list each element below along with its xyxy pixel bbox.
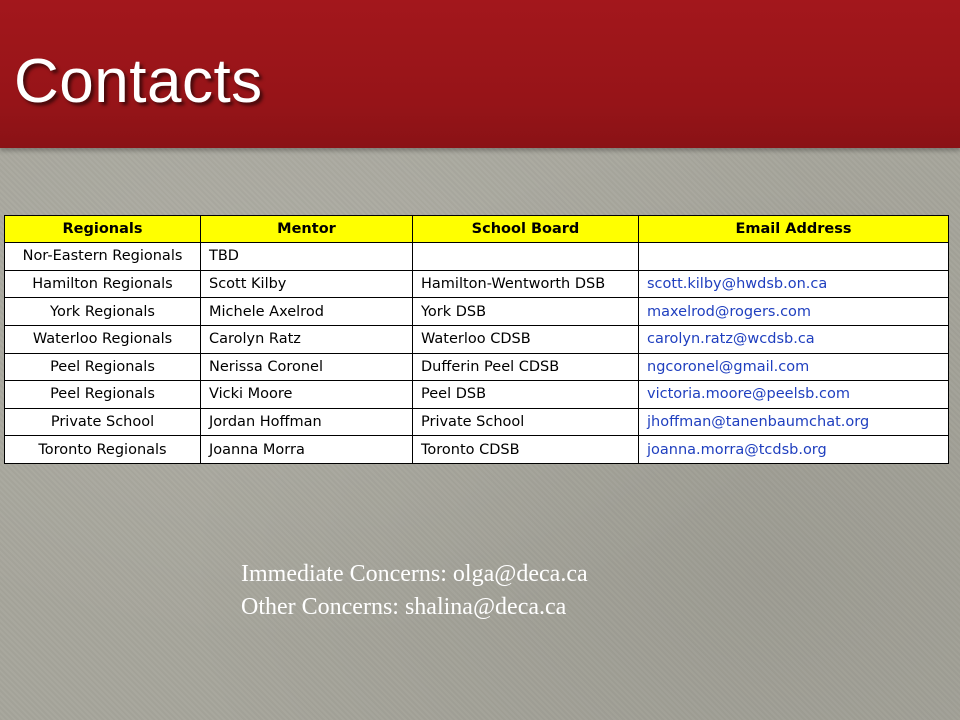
table-row — [5, 298, 949, 326]
table-row — [5, 270, 949, 298]
email-link[interactable]: maxelrod@rogers.com — [639, 298, 949, 326]
table-header-row — [5, 216, 949, 243]
cell-regional: Waterloo Regionals — [5, 325, 201, 353]
cell-school-board: Dufferin Peel CDSB — [413, 353, 639, 381]
page-title: Contacts — [14, 47, 263, 116]
cell-regional: Private School — [5, 408, 201, 436]
cell-school-board: Peel DSB — [413, 381, 639, 409]
cell-mentor: Carolyn Ratz — [201, 325, 413, 353]
cell-school-board: Waterloo CDSB — [413, 325, 639, 353]
contacts-table — [4, 215, 949, 464]
cell-school-board: Toronto CDSB — [413, 436, 639, 464]
other-concerns: Other Concerns: shalina@deca.ca — [241, 594, 567, 620]
cell-school-board: Private School — [413, 408, 639, 436]
table-row — [5, 436, 949, 464]
cell-mentor: Vicki Moore — [201, 381, 413, 409]
table-row — [5, 243, 949, 271]
cell-regional: Toronto Regionals — [5, 436, 201, 464]
cell-regional: York Regionals — [5, 298, 201, 326]
email-link[interactable]: victoria.moore@peelsb.com — [639, 381, 949, 409]
concerns-block — [241, 558, 588, 624]
email-link[interactable]: joanna.morra@tcdsb.org — [639, 436, 949, 464]
table-row — [5, 353, 949, 381]
immediate-concerns: Immediate Concerns: olga@deca.ca — [241, 561, 588, 587]
cell-mentor: Scott Kilby — [201, 270, 413, 298]
cell-school-board: Hamilton-Wentworth DSB — [413, 270, 639, 298]
email-link[interactable]: ngcoronel@gmail.com — [639, 353, 949, 381]
cell-school-board — [413, 243, 639, 271]
cell-school-board: York DSB — [413, 298, 639, 326]
header-mentor: Mentor — [201, 216, 413, 243]
cell-mentor: Jordan Hoffman — [201, 408, 413, 436]
header-school-board: School Board — [413, 216, 639, 243]
header-email-address: Email Address — [639, 216, 949, 243]
cell-regional: Nor-Eastern Regionals — [5, 243, 201, 271]
header-regionals: Regionals — [5, 216, 201, 243]
cell-mentor: Joanna Morra — [201, 436, 413, 464]
email-link[interactable]: carolyn.ratz@wcdsb.ca — [639, 325, 949, 353]
cell-mentor: TBD — [201, 243, 413, 271]
email-link[interactable]: scott.kilby@hwdsb.on.ca — [639, 270, 949, 298]
title-bar — [0, 0, 960, 148]
table-row — [5, 381, 949, 409]
table-row — [5, 325, 949, 353]
cell-regional: Peel Regionals — [5, 381, 201, 409]
table-row — [5, 408, 949, 436]
cell-mentor: Nerissa Coronel — [201, 353, 413, 381]
cell-regional: Hamilton Regionals — [5, 270, 201, 298]
email-link[interactable]: jhoffman@tanenbaumchat.org — [639, 408, 949, 436]
cell-email — [639, 243, 949, 271]
cell-regional: Peel Regionals — [5, 353, 201, 381]
cell-mentor: Michele Axelrod — [201, 298, 413, 326]
